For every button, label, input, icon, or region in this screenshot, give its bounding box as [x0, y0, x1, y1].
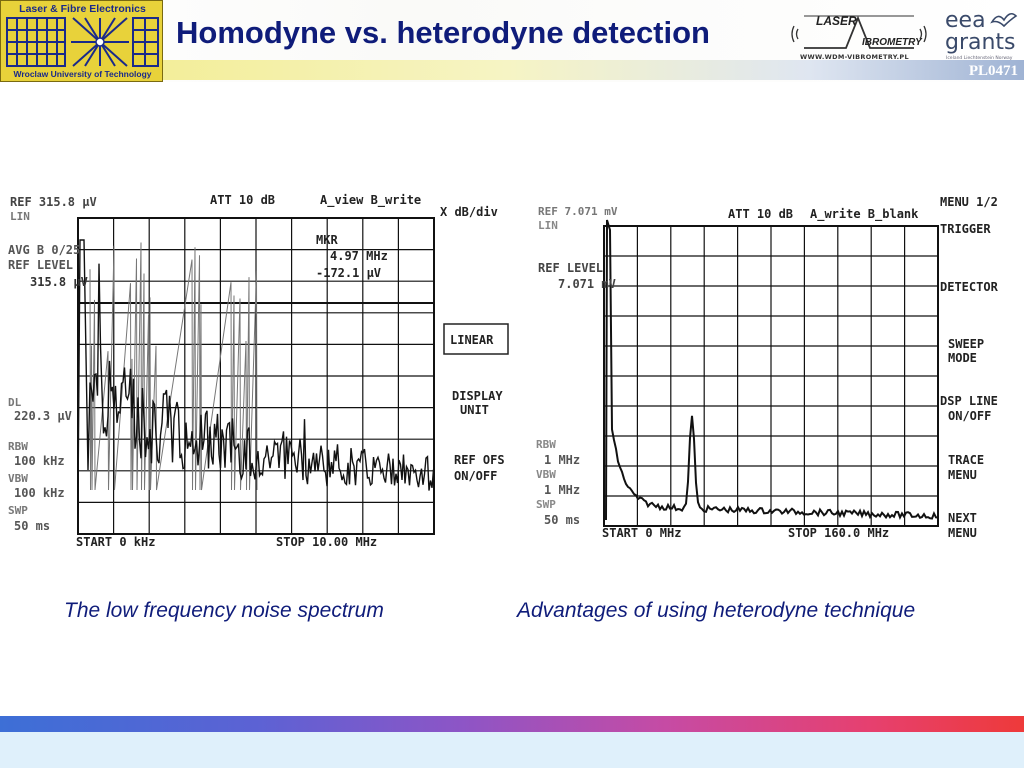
footer-gradient-strip — [0, 716, 1024, 732]
right-ref-label: REF 7.071 mV — [538, 205, 618, 218]
right-rbw-label: RBW — [536, 438, 556, 451]
right-lin-label: LIN — [538, 219, 558, 232]
left-scale-label: X dB/div — [440, 205, 498, 219]
left-marker-amplitude: -172.1 µV — [316, 266, 382, 280]
right-spectrum-screen — [530, 180, 1024, 570]
softkey-display-unit[interactable]: DISPLAY — [452, 389, 503, 403]
left-avg-label: AVG B 0/25 — [8, 243, 81, 257]
left-ref-level-label: REF LEVEL — [8, 258, 74, 272]
logo-bottom-text: Wroclaw University of Technology — [13, 69, 152, 79]
footer-background — [0, 732, 1024, 768]
right-vbw-label: VBW — [536, 468, 556, 481]
softkey-next-menu-line2: MENU — [948, 526, 977, 540]
laser-fibre-electronics-logo — [0, 0, 163, 82]
softkey-dsp-line-line2: ON/OFF — [948, 409, 992, 423]
right-att-label: ATT 10 dB — [728, 207, 794, 221]
left-mode-label: A_view B_write — [320, 193, 422, 207]
right-ref-level-value: 7.071 mV — [558, 277, 616, 291]
page-title: Homodyne vs. heterodyne detection — [176, 15, 710, 50]
right-swp-value: 50 ms — [544, 513, 581, 527]
softkey-sweep-mode[interactable]: SWEEP — [948, 337, 985, 351]
logo-vibrometry-word: IBROMETRY — [862, 37, 922, 48]
left-start-label: START 0 kHz — [76, 535, 156, 549]
left-vbw-value: 100 kHz — [14, 486, 65, 500]
left-spectrum-screen — [0, 180, 520, 570]
logo-grid-graphic — [5, 16, 160, 68]
softkey-linear[interactable]: LINEAR — [450, 333, 494, 347]
softkey-detector[interactable]: DETECTOR — [940, 280, 998, 294]
left-rbw-label: RBW — [8, 440, 28, 453]
softkey-next-menu[interactable]: NEXT — [948, 511, 977, 525]
softkey-display-unit-line2: UNIT — [460, 403, 489, 417]
left-ref-label: REF 315.8 µV — [10, 195, 97, 209]
softkey-dsp-line[interactable]: DSP LINE — [940, 394, 998, 408]
right-caption: Advantages of using heterodyne technique — [517, 599, 916, 622]
eea-bird-icon — [990, 8, 1018, 32]
right-ref-level-label: REF LEVEL — [538, 261, 604, 275]
logo-url: WWW.WDM-VIBROMETRY.PL — [800, 53, 909, 61]
right-swp-label: SWP — [536, 498, 556, 511]
left-dl-value: 220.3 µV — [14, 409, 72, 423]
eea-tagline: Iceland Liechtenstein Norway — [946, 56, 1013, 61]
signal-waves-left-icon — [792, 26, 794, 42]
left-ref-level-value: 315.8 µV — [30, 275, 88, 289]
eea-word: eea — [945, 8, 986, 33]
project-code: PL0471 — [968, 63, 1018, 79]
left-lin-label: LIN — [10, 210, 30, 223]
softkey-trigger[interactable]: TRIGGER — [940, 222, 991, 236]
left-vbw-label: VBW — [8, 472, 28, 485]
left-att-label: ATT 10 dB — [210, 193, 276, 207]
softkey-menu-1-2[interactable]: MENU 1/2 — [940, 195, 998, 209]
left-stop-label: STOP 10.00 MHz — [276, 535, 378, 549]
softkey-ref-ofs[interactable]: REF OFS — [454, 453, 505, 467]
left-marker-frequency: 4.97 MHz — [330, 249, 388, 263]
logo-laser-word: LASER — [816, 14, 857, 28]
softkey-ref-ofs-line2: ON/OFF — [454, 469, 498, 483]
right-stop-label: STOP 160.0 MHz — [788, 526, 890, 540]
left-dl-label: DL — [8, 396, 22, 409]
grants-word: grants — [945, 30, 1016, 55]
softkey-trace-menu-line2: MENU — [948, 468, 977, 482]
logo-top-text: Laser & Fibre Electronics — [19, 3, 146, 15]
softkey-trace-menu[interactable]: TRACE — [948, 453, 985, 467]
left-rbw-value: 100 kHz — [14, 454, 65, 468]
left-swp-label: SWP — [8, 504, 28, 517]
right-vbw-value: 1 MHz — [544, 483, 581, 497]
right-mode-label: A_write B_blank — [810, 207, 919, 221]
right-rbw-value: 1 MHz — [544, 453, 581, 467]
left-caption: The low frequency noise spectrum — [64, 599, 384, 622]
right-start-label: START 0 MHz — [602, 526, 682, 540]
left-marker-label: MKR — [316, 233, 338, 247]
left-swp-value: 50 ms — [14, 519, 51, 533]
softkey-sweep-mode-line2: MODE — [948, 351, 977, 365]
